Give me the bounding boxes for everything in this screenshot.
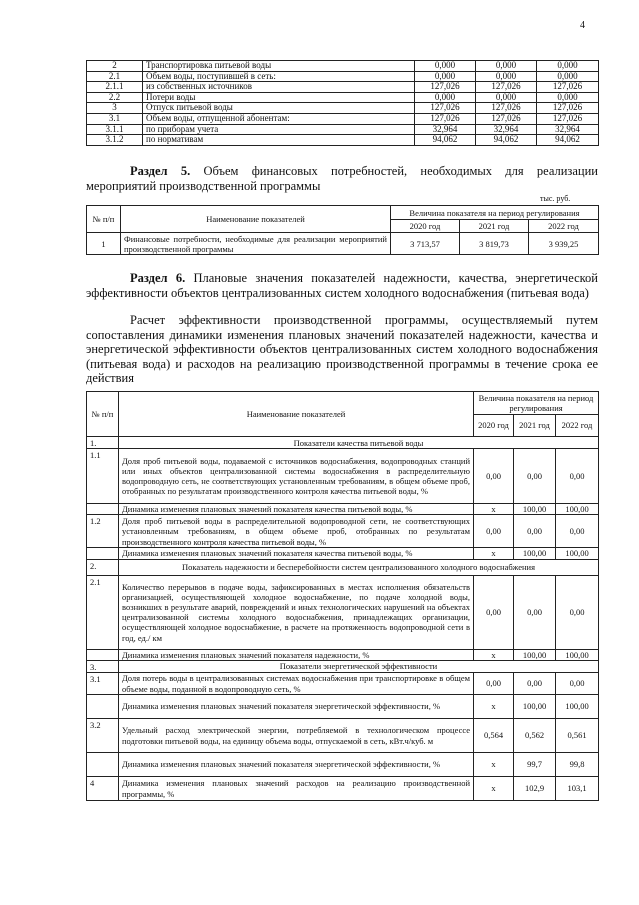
- section-num: 1.: [87, 437, 119, 449]
- row-name: Доля проб питьевой воды в распределительной водопроводной сети, не соответствующих установленным требованиям, в общем объеме проб, отобранных по результатам производственного контроля качества питьевой воды, %: [119, 515, 474, 548]
- value-2022: 127,026: [537, 82, 599, 93]
- row-name: Удельный расход электрической энергии, потребляемой в технологическом процессе подготовки питьевой воды, на единицу объема воды, отпускаемой в сеть, кВт.ч/куб. м: [119, 719, 474, 753]
- value-2021: 0,000: [476, 61, 537, 72]
- row-name: Доля проб питьевой воды, подаваемой с источников водоснабжения, водопроводных станций или иных объектов централизованной системы водоснабжения в распределительную водопроводную сеть, не соответствующих установленным требованиям, в общем объеме проб, отобранных по результатам производственного контроля качества питьевой воды, %: [119, 449, 474, 504]
- value-2020: 0,000: [415, 92, 476, 103]
- value-2022: 0,00: [556, 515, 599, 548]
- row-name: из собственных источников: [143, 82, 415, 93]
- row-num: 2.1: [87, 71, 143, 82]
- dynamics-row-name: Динамика изменения плановых значений показателя энергетической эффективности, %: [119, 753, 474, 777]
- value-2021: 32,964: [476, 124, 537, 135]
- value-2020: x: [474, 695, 514, 719]
- header-year-2021: 2021 год: [514, 415, 556, 437]
- table-row: [87, 61, 599, 72]
- financial-needs-table: [86, 205, 599, 255]
- value-2022: 32,964: [537, 124, 599, 135]
- value-2022: 0,00: [556, 449, 599, 504]
- value-2021: 0,562: [514, 719, 556, 753]
- value-2020: 94,062: [415, 135, 476, 146]
- value-2020: x: [474, 777, 514, 801]
- value-2022: 3 939,25: [529, 233, 599, 255]
- value-2020: x: [474, 753, 514, 777]
- value-2020: 127,026: [415, 113, 476, 124]
- page-number: 4: [580, 20, 585, 31]
- dynamics-row-name: Динамика изменения плановых значений показателя энергетической эффективности, %: [119, 695, 474, 719]
- section-5-label: Раздел 5.: [130, 164, 191, 178]
- section-num: 2.: [87, 559, 119, 575]
- value-2021: 99,7: [514, 753, 556, 777]
- row-name: Динамика изменения плановых значений расходов на реализацию производственной программы, %: [119, 777, 474, 801]
- row-name: Отпуск питьевой воды: [143, 103, 415, 114]
- section-6-label: Раздел 6.: [130, 271, 186, 285]
- value-2020: 0,000: [415, 61, 476, 72]
- value-2020: 3 713,57: [391, 233, 460, 255]
- value-2022: 0,561: [556, 719, 599, 753]
- table-row: [87, 103, 599, 114]
- row-name: Объем воды, отпущенной абонентам:: [143, 113, 415, 124]
- value-2022: 100,00: [556, 548, 599, 559]
- row-name: Финансовые потребности, необходимые для реализации мероприятий производственной программы: [121, 233, 391, 255]
- row-name: по приборам учета: [143, 124, 415, 135]
- units-label: тыс. руб.: [540, 194, 571, 203]
- value-2022: 0,00: [556, 575, 599, 649]
- table-row: [87, 82, 599, 93]
- row-num: 2: [87, 61, 143, 72]
- row-num: 3.1.1: [87, 124, 143, 135]
- value-2021: 0,00: [514, 575, 556, 649]
- header-value: Величина показателя на период регулирования: [391, 206, 599, 220]
- row-num: 1: [87, 233, 121, 255]
- section-6-title: Плановые значения показателей надежности, качества, энергетической эффективности объектов централизованных систем холодного водоснабжения (питьевая вода): [86, 271, 599, 300]
- header-year-2021: 2021 год: [460, 220, 529, 233]
- header-num: № п/п: [87, 392, 119, 437]
- table-row: [87, 113, 599, 124]
- value-2022: 0,000: [537, 61, 599, 72]
- table-row: [87, 71, 599, 82]
- value-2021: 100,00: [514, 695, 556, 719]
- value-2022: 0,000: [537, 92, 599, 103]
- dynamics-row-name: Динамика изменения плановых значений показателя надежности, %: [119, 649, 474, 660]
- value-2020: 0,00: [474, 515, 514, 548]
- row-num: 4: [87, 777, 119, 801]
- value-2021: 100,00: [514, 504, 556, 515]
- value-2021: 0,00: [514, 449, 556, 504]
- indicators-table: [86, 391, 599, 801]
- value-2022: 99,8: [556, 753, 599, 777]
- value-2020: 0,00: [474, 575, 514, 649]
- water-volume-table: [86, 60, 599, 146]
- value-2022: 0,00: [556, 673, 599, 695]
- value-2022: 100,00: [556, 649, 599, 660]
- value-2022: 100,00: [556, 504, 599, 515]
- header-year-2022: 2022 год: [529, 220, 599, 233]
- table-row: [87, 92, 599, 103]
- value-2021: 0,000: [476, 92, 537, 103]
- value-2020: x: [474, 504, 514, 515]
- value-2020: x: [474, 548, 514, 559]
- row-num: 3.1.2: [87, 135, 143, 146]
- value-2020: 32,964: [415, 124, 476, 135]
- row-name: Объем воды, поступившей в сеть:: [143, 71, 415, 82]
- dynamics-row-name: Динамика изменения плановых значений показателя качества питьевой воды, %: [119, 504, 474, 515]
- row-name: Потери воды: [143, 92, 415, 103]
- row-num: 3.1: [87, 673, 119, 695]
- section-6-heading: [86, 271, 598, 301]
- header-name: Наименование показателей: [121, 206, 391, 233]
- row-name: Транспортировка питьевой воды: [143, 61, 415, 72]
- value-2021: 3 819,73: [460, 233, 529, 255]
- value-2020: 0,00: [474, 449, 514, 504]
- value-2021: 94,062: [476, 135, 537, 146]
- row-name: по нормативам: [143, 135, 415, 146]
- value-2020: x: [474, 649, 514, 660]
- value-2021: 102,9: [514, 777, 556, 801]
- row-num: 1.2: [87, 515, 119, 548]
- row-num: 3.2: [87, 719, 119, 753]
- value-2022: 0,000: [537, 71, 599, 82]
- value-2020: 0,00: [474, 673, 514, 695]
- table-row: [87, 135, 599, 146]
- value-2021: 127,026: [476, 113, 537, 124]
- value-2022: 103,1: [556, 777, 599, 801]
- value-2020: 127,026: [415, 103, 476, 114]
- value-2020: 127,026: [415, 82, 476, 93]
- efficiency-paragraph: Расчет эффективности производственной программы, осуществляемый путем сопоставления динамики изменения плановых значений показателей надежности, качества и энергетической эффективности объектов централизованных систем холодного водоснабжения (питьевая вода) и расходов на реализацию производственной программы в течение срока ее действия: [86, 313, 598, 385]
- header-value: Величина показателя на период регулирования: [474, 392, 599, 415]
- dynamics-row-name: Динамика изменения плановых значений показателя качества питьевой воды, %: [119, 548, 474, 559]
- section-title: Показатели энергетической эффективности: [119, 660, 599, 672]
- value-2020: 0,000: [415, 71, 476, 82]
- header-year-2022: 2022 год: [556, 415, 599, 437]
- value-2021: 127,026: [476, 82, 537, 93]
- value-2022: 100,00: [556, 695, 599, 719]
- section-title: Показатель надежности и бесперебойности систем централизованного холодного водоснабжения: [119, 559, 599, 575]
- section-5-title: Объем финансовых потребностей, необходимых для реализации мероприятий производственной программы: [86, 164, 598, 193]
- value-2021: 0,00: [514, 673, 556, 695]
- value-2021: 127,026: [476, 103, 537, 114]
- header-year-2020: 2020 год: [474, 415, 514, 437]
- value-2022: 127,026: [537, 113, 599, 124]
- row-num: 2.1.1: [87, 82, 143, 93]
- value-2022: 94,062: [537, 135, 599, 146]
- row-num: 2.1: [87, 575, 119, 649]
- row-name: Доля потерь воды в централизованных системах водоснабжения при транспортировке в общем объеме воды, поданной в водопроводную сеть, %: [119, 673, 474, 695]
- row-num: 2.2: [87, 92, 143, 103]
- header-year-2020: 2020 год: [391, 220, 460, 233]
- section-5-heading: [86, 164, 598, 194]
- section-num: 3.: [87, 660, 119, 672]
- value-2021: 0,00: [514, 515, 556, 548]
- section-title: Показатели качества питьевой воды: [119, 437, 599, 449]
- row-name: Количество перерывов в подаче воды, зафиксированных в местах исполнения обязательств организацией, осуществляющей холодное водоснабжение, по подаче холодной воды, возникших в результате аварий, повреждений и иных технологических нарушений на объектах централизованной системы холодного водоснабжения, принадлежащих организации, осуществляющей холодное водоснабжение, в расчете на протяженность водопроводной сети в год, ед./ км: [119, 575, 474, 649]
- row-num: 3: [87, 103, 143, 114]
- header-name: Наименование показателей: [119, 392, 474, 437]
- header-num: № п/п: [87, 206, 121, 233]
- value-2022: 127,026: [537, 103, 599, 114]
- row-num: 3.1: [87, 113, 143, 124]
- row-num: 1.1: [87, 449, 119, 504]
- table-row: [87, 124, 599, 135]
- value-2021: 100,00: [514, 548, 556, 559]
- value-2021: 100,00: [514, 649, 556, 660]
- value-2021: 0,000: [476, 71, 537, 82]
- value-2020: 0,564: [474, 719, 514, 753]
